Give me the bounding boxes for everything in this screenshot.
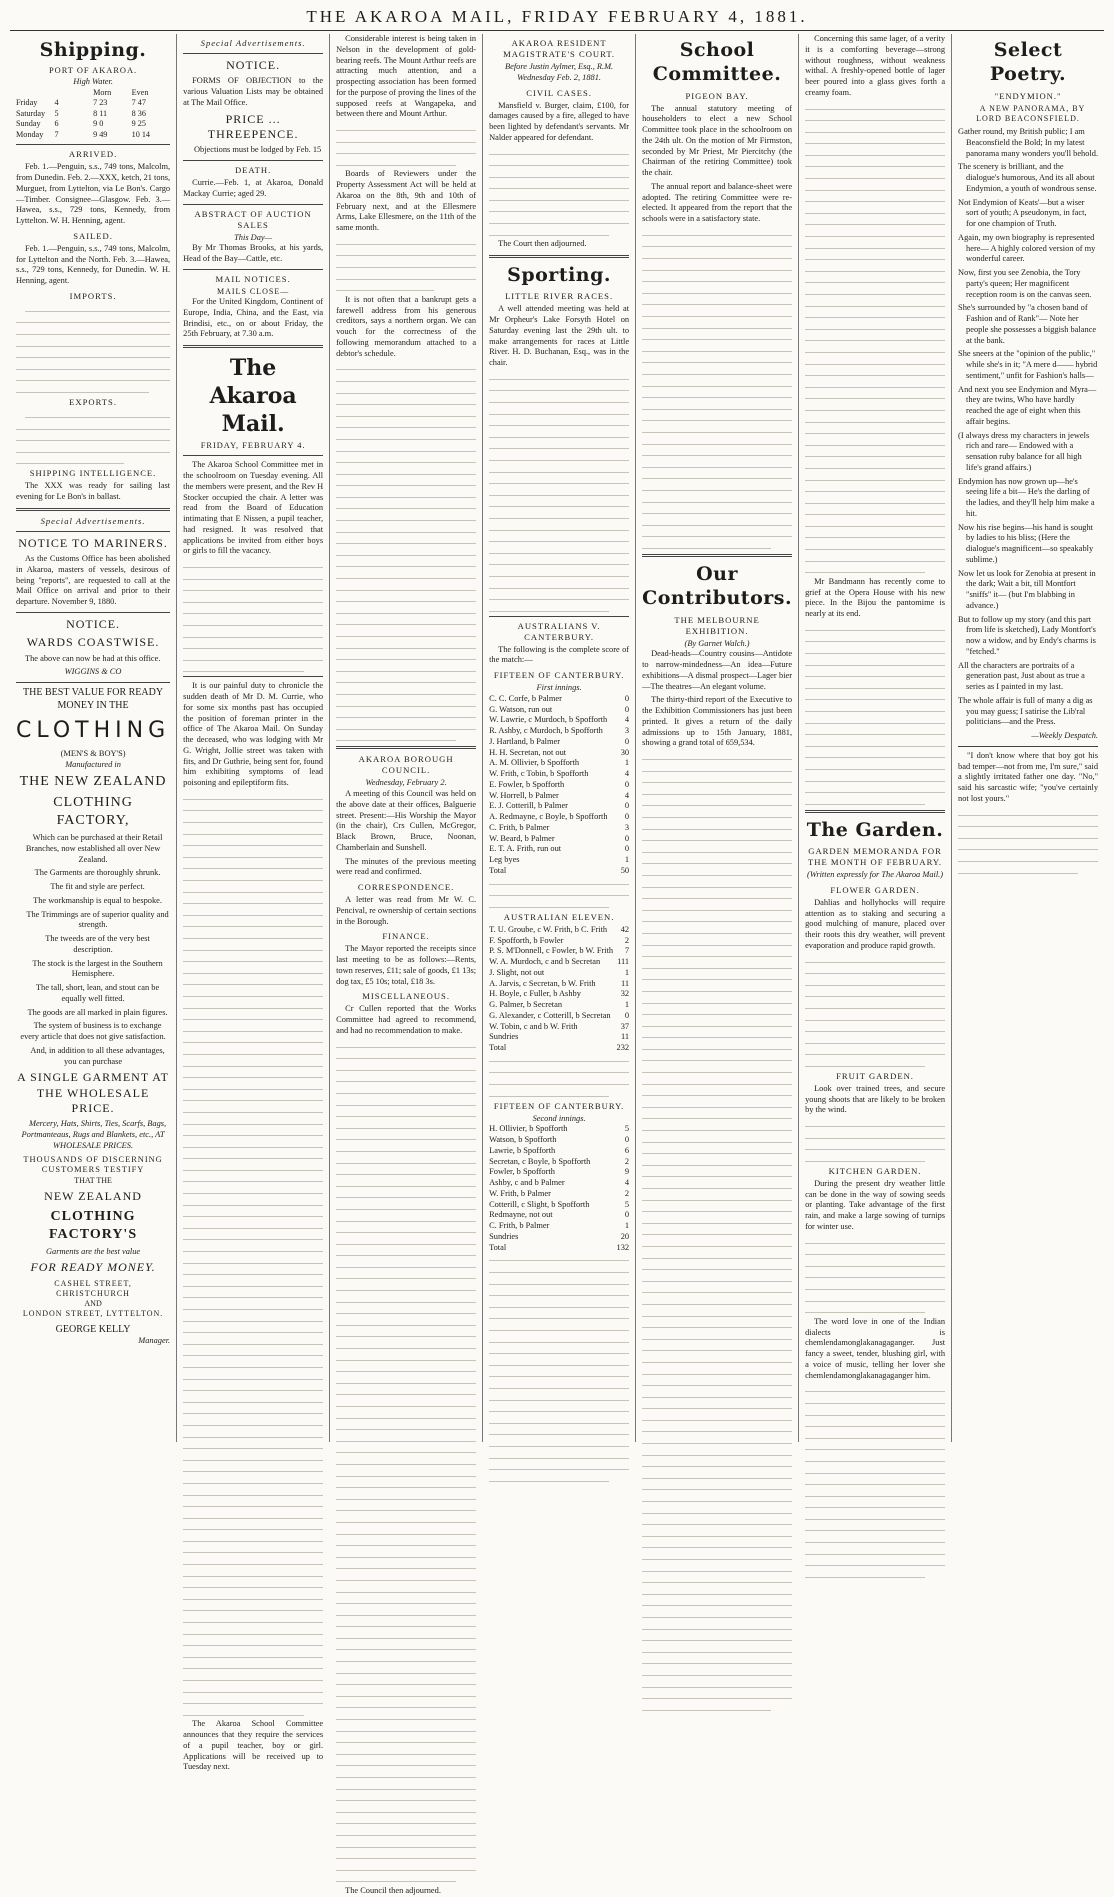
canterbury-first-scores	[489, 694, 629, 855]
point-10: And, in addition to all these advantages, you can purchase	[30, 1045, 165, 1066]
borough-text: A meeting of this Council was held on the above date at their offices, Balguerie street. Present:—His Worship the Mayor (in the chair), Crs Cullen, McGregor, Black Brown, Bruce, Noonan, Chamberlain and Sunshell.	[336, 789, 477, 852]
point-8: The goods are all marked in plain figures.	[27, 1007, 168, 1017]
column-7	[952, 34, 1104, 1442]
single-garment: A SINGLE GARMENT AT THE WHOLESALE PRICE.	[17, 1070, 169, 1116]
misc-text-cont	[336, 1040, 476, 1883]
issue-date: FRIDAY, FEBRUARY 4.	[200, 440, 306, 450]
thousands-text: THOUSANDS OF DISCERNING CUSTOMERS TESTIFY	[23, 1154, 163, 1175]
price-text: PRICE ... THREEPENCE.	[207, 111, 299, 141]
ready-money: FOR READY MONEY.	[30, 1260, 156, 1275]
batting-row: W. Tobin, c and b W. Frith 37	[489, 1021, 630, 1031]
poem-stanza: Gather round, my British public; I am Beaconsfield the Bold; In my latest panorama many wonders you'll behold.	[958, 127, 1099, 158]
court-text: Mansfield v. Burger, claim, £100, for damages caused by a fire, alleged to have been lighted by defendant's servants. Mr Nalder appeared for defendant.	[489, 100, 630, 142]
exports-title: EXPORTS.	[69, 396, 117, 407]
canterbury-second-scores	[489, 1124, 629, 1242]
batting-row: G. Alexander, c Cotterill, b Secretan 0	[489, 1010, 630, 1020]
court-title: AKAROA RESIDENT MAGISTRATE'S COURT.	[503, 38, 616, 59]
col3-lead-1-cont	[336, 123, 476, 166]
point-1: The Garments are thoroughly shrunk.	[34, 868, 161, 878]
arrived-title: ARRIVED.	[68, 149, 118, 160]
batting-row: A. Redmayne, c Boyle, b Spofforth 0	[489, 812, 630, 822]
column-3	[330, 34, 483, 1895]
poem-stanza: The whole affair is full of many a dig as you may guess; I satirise the Lib'ral politicians—and the Press.	[958, 695, 1093, 727]
races-text-cont	[489, 372, 629, 612]
batting-row: W. Frith, b Palmer 2	[489, 1188, 630, 1198]
tide-header-even: Even	[131, 87, 149, 97]
lager-text-cont	[805, 102, 945, 574]
aus-title: AUSTRALIAN ELEVEN.	[503, 911, 615, 922]
poem-stanza: The scenery is brilliant, and the dialogue's humorous, And its all about Endymion, a youth of wondrous sense.	[958, 162, 1097, 193]
adjourned-text: The Council then adjourned.	[345, 1885, 441, 1895]
bowling-analysis-1	[489, 877, 629, 908]
batting-row: A. M. Ollivier, b Spofforth 1	[489, 758, 630, 768]
sailed-title: SAILED.	[73, 230, 113, 241]
exports-text	[16, 410, 170, 464]
london-address: LONDON STREET, LYTTELTON.	[22, 1309, 164, 1319]
point-9: The system of business is to exchange every article that does not give satisfaction.	[20, 1021, 166, 1042]
batting-row: Cotterill, c Slight, b Spofforth 5	[489, 1199, 630, 1209]
batting-row: Sundries 20	[489, 1231, 630, 1241]
closing-cont	[805, 1384, 945, 1578]
batting-row: C. Frith, b Palmer 3	[489, 822, 630, 832]
batting-row: Sundries 11	[489, 1032, 630, 1042]
poem-stanza: (I always dress my characters in jewels rich and rare— Endowed with a sensation ruby balance for all high life's grand affairs.)	[958, 430, 1090, 472]
cricket-intro: The following is the complete score of the match:—	[489, 644, 630, 665]
poem-source: —Weekly Despatch.	[1031, 731, 1099, 741]
page-masthead: THE AKAROA MAIL, FRIDAY FEBRUARY 4, 1881.	[10, 4, 1104, 31]
lager-text: Concerning this same lager, of a verity it is a comforting beverage—strong without roughness, without weakness withal. A freshly-opened bottle of lager beer poured into a glass gives forth a creamy foam.	[805, 34, 946, 97]
forms-text: FORMS OF OBJECTION to the various Valuation Lists may be obtained at The Mail Office.	[183, 76, 324, 107]
column-1	[10, 34, 177, 1442]
nz-title: THE NEW ZEALAND	[19, 774, 167, 790]
column-2	[177, 34, 330, 1772]
theatre-text-cont	[805, 623, 945, 805]
batting-row: E. T. A. Frith, run out 0	[489, 844, 630, 854]
batting-row: W. Lawrie, c Murdoch, b Spofforth 4	[489, 715, 630, 725]
garments-best: Garments are the best value	[46, 1246, 141, 1256]
cashel-address: CASHEL STREET, CHRISTCHURCH	[54, 1278, 132, 1298]
batting-row: W. A. Murdoch, c and b Secretan 111	[489, 957, 630, 967]
notice-heading: NOTICE.	[226, 58, 281, 72]
imports-text	[16, 304, 170, 393]
intel-title: SHIPPING INTELLIGENCE.	[29, 468, 157, 479]
column-4	[483, 34, 636, 1442]
poem-stanza: Endymion has now grown up—he's seeing life a bit— He's the darling of the ladies, and they'll help him make a hit.	[958, 476, 1095, 518]
wards-text: The above can now be had at this office.	[25, 653, 161, 663]
melbourne-title: THE MELBOURNE EXHIBITION.	[674, 614, 760, 636]
first-innings-label: First innings.	[536, 683, 582, 693]
cricket-title: AUSTRALIANS V. CANTERBURY.	[517, 620, 601, 642]
intel-text: The XXX was ready for sailing last evening for Le Bon's in ballast.	[16, 481, 171, 502]
batting-row: Lawrie, b Spofforth 6	[489, 1145, 630, 1155]
batting-row: J. Slight, not out 1	[489, 967, 630, 977]
batting-row: E. Fowler, b Spofforth 0	[489, 779, 630, 789]
lead-article-3: The Akaroa School Committee announces that they require the services of a pupil teacher, boy or girl. Applications will be received up to Tuesday next.	[183, 1719, 324, 1772]
correspondence-title: CORRESPONDENCE.	[357, 882, 455, 893]
kelly-name: GEORGE KELLY	[55, 1323, 131, 1335]
aus-total: Total 232	[489, 1043, 630, 1053]
akaroa-mail-masthead: The Akaroa Mail.	[209, 355, 297, 438]
mails-text: For the United Kingdom, Continent of Europe, India, China, and the East, via Brindisi, etc., on or about Friday, the 25th February, at 7.30 a.m.	[183, 297, 324, 339]
mens-boys: (MEN'S & BOY'S)	[60, 748, 126, 758]
melbourne-text: The thirty-third report of the Executive to the Exhibition Commissioners has just been printed. It gives a return of the daily admissions up to 15th January, 1881, showing a grand total of 659,534.	[642, 695, 793, 748]
second-innings-label: Second innings.	[532, 1113, 586, 1123]
batting-row: W. Horrell, b Palmer 4	[489, 790, 630, 800]
objections-text: Objections must be lodged by Feb. 15	[193, 145, 322, 155]
point-2: The fit and style are perfect.	[50, 882, 145, 892]
point-4: The Trimmings are of superior quality and strength.	[26, 909, 169, 930]
tide-header-morn: Morn	[93, 87, 112, 97]
batting-row: J. Hartland, b Palmer 0	[489, 736, 630, 746]
col3-lead-3: It is not often that a bankrupt gets a farewell address from his generous creditors, says a northern organ. We can vouch for the correctness of the following memorandum attached to a debtor's schedule.	[336, 294, 477, 358]
point-5: The tweeds are of the very best description.	[45, 934, 150, 954]
kitchen-garden-cont	[805, 1236, 945, 1314]
batting-row: E. J. Cotterill, b Palmer 0	[489, 801, 630, 811]
minutes-text: The minutes of the previous meeting were read and confirmed.	[336, 856, 477, 877]
bowling-analysis-2	[489, 1054, 629, 1097]
borough-date: Wednesday, February 2.	[365, 778, 447, 788]
wiggins-signature: WIGGINS & CO	[64, 667, 122, 677]
fruit-garden-text: Look over trained trees, and secure young shoots that are likely to be broken by the wind.	[805, 1083, 946, 1115]
auction-text: By Mr Thomas Brooks, at his yards, Head of the Bay—Cattle, etc.	[183, 243, 324, 264]
lead-article-1-cont	[183, 560, 323, 672]
batting-row: G. Watson, run out 0	[489, 704, 630, 714]
column-5	[636, 34, 799, 1442]
correspondence-text: A letter was read from Mr W. C. Pencival, re ownership of certain sections in the Borough.	[336, 895, 477, 926]
batting-row: G. Palmer, b Secretan 1	[489, 1000, 630, 1010]
batting-row: H. H. Secretan, not out 30	[489, 747, 630, 757]
races-text: A well attended meeting was held at Mr Orpheur's Lake Forsyth Hotel on Saturday evening last the 29th ult. to make arrangements for races at Little River. H. D. Buchanan, Esq., was in the chair.	[489, 304, 630, 368]
and-text: AND	[84, 1299, 102, 1309]
column-6	[799, 34, 952, 1442]
death-title: DEATH.	[234, 165, 272, 176]
aus-scores	[489, 925, 629, 1043]
death-text: Currie.—Feb. 1, at Akaroa, Donald Mackay Currie; aged 29.	[183, 178, 324, 198]
clothing-title: CLOTHING	[16, 717, 171, 743]
select-poetry-heading: Select Poetry.	[989, 39, 1067, 86]
batting-row: Secretan, c Boyle, b Spofforth 2	[489, 1156, 630, 1166]
batting-row: P. S. M'Donnell, c Fowler, b W. Frith 7	[489, 946, 630, 956]
factory-text: Which can be purchased at their Retail Branches, now established all over New Zealand.	[25, 833, 163, 864]
closing-anecdote-cont	[958, 808, 1098, 874]
garden-note: (Written expressly for The Akaroa Mail.)	[807, 870, 944, 880]
lead-article-2-cont	[183, 792, 323, 1716]
garden-title: GARDEN MEMORANDA FOR THE MONTH OF FEBRUARY.	[808, 846, 943, 868]
factorys-title: CLOTHING FACTORY'S	[49, 1208, 138, 1242]
factory-title: CLOTHING FACTORY,	[53, 795, 133, 829]
kitchen-garden-title: KITCHEN GARDEN.	[828, 1165, 922, 1176]
poem-stanza: Again, my own biography is represented here— A highly colored version of my wonderful career.	[958, 232, 1096, 264]
poem-stanza: Now, first you see Zenobia, the Tory party's queen; Her magnificent reception room is on the canvas seen.	[958, 268, 1092, 299]
batting-row: A. Jarvis, c Secretan, b W. Frith 11	[489, 978, 630, 988]
school-committee-heading: School Committee.	[652, 39, 782, 86]
batting-row: Watson, b Spofforth 0	[489, 1135, 630, 1145]
poem-stanza: She sneers at the "opinion of the public," while she's in it; "A mere d—— hybrid sentiment," unfit for Fashion's halls—	[958, 349, 1098, 380]
court-date: Wednesday Feb. 2, 1881.	[517, 72, 602, 82]
lead-article-2: It is our painful duty to chronicle the sudden death of Mr D. M. Currie, who for some six months past has occupied the position of foreman printer in the office of The Akaroa Mail. On Sunday the deceased, who was lodging with Mr G. Wright, Jollie street was taken with fits, and Dr Guthrie, being sent for, found him exhibiting symptoms of lead poisoning and epileptiform fits.	[183, 681, 324, 788]
fifteen-title: FIFTEEN OF CANTERBURY.	[493, 670, 625, 681]
col3-lead-2: Boards of Reviewers under the Property Assessment Act will be held at Akaroa on the 8th, 9th and 10th of February next, and at the Ellesmere Arms, Lake Ellesmere, on the 11th of the same month.	[336, 169, 477, 233]
high-water-label: High Water.	[73, 77, 113, 87]
batting-row: Redmayne, not out 0	[489, 1210, 630, 1220]
flower-garden-title: FLOWER GARDEN.	[830, 884, 920, 895]
flower-garden-text: Dahlias and hollyhocks will require attention as to staking and securing a good mulching of manure, placed over their roots this dry weather, will prevent evaporation and produce rapid growth.	[805, 897, 946, 950]
special-ads-title: Special Advertisements.	[40, 515, 146, 526]
batting-row: Ashby, c and b Palmer 4	[489, 1178, 630, 1188]
notice-mariners-title: NOTICE TO MARINERS.	[18, 535, 168, 550]
borough-title: AKAROA BOROUGH COUNCIL.	[358, 754, 454, 776]
columns	[10, 34, 1104, 1895]
poem-stanza: All the characters are portraits of a generation past, Just about as true a series as I painted in my last.	[958, 660, 1085, 692]
contributors-heading: Our Contributors.	[642, 562, 793, 610]
port-title: PORT OF AKAROA.	[49, 66, 138, 76]
batting-row: R. Ashby, c Murdoch, b Spofforth 3	[489, 726, 630, 736]
pigeon-bay-title: PIGEON BAY.	[685, 90, 749, 101]
misc-text: Cr Cullen reported that the Works Committee had agreed to recommend, and had no recommendation to make.	[336, 1004, 477, 1035]
best-value: THE BEST VALUE FOR READY MONEY IN THE	[23, 687, 164, 711]
pigeon-text-2: The annual report and balance-sheet were adopted. The retiring Committee were re-elected. It appeared from the report that the schools were in a satisfactory state.	[642, 181, 793, 224]
point-3: The workmanship is equal to bespoke.	[33, 895, 162, 905]
poem-stanza: She's surrounded by "a chosen band of Fashion and of Rank"— Note her people she possesses a biggish balance at the bank.	[958, 303, 1097, 345]
special-ads-title-2: Special Advertisements.	[200, 38, 306, 48]
second-title: FIFTEEN OF CANTERBURY.	[493, 1100, 625, 1111]
fruit-garden-title: FRUIT GARDEN.	[836, 1070, 914, 1081]
notice-title: NOTICE.	[66, 616, 121, 631]
point-7: The tall, short, lean, and stout can be equally well fitted.	[35, 983, 160, 1003]
poem-stanzas	[958, 127, 1098, 728]
civil-cases-title: CIVIL CASES.	[526, 87, 592, 98]
court-before: Before Justin Aylmer, Esq., R.M.	[505, 62, 614, 71]
batting-row: W. Frith, c Tobin, b Spofforth 4	[489, 769, 630, 779]
melbourne-byline: (By Garnet Walch.)	[684, 638, 750, 648]
arrived-text: Feb. 1.—Penguin, s.s., 749 tons, Malcolm, from Dunedin. Feb. 2.—XXX, ketch, 21 tons, Murguet, from Lyttelton, via Le Bon's. Cargo—Timber. Consignee—Glasgow. Feb. 3.—Hawea, s.s., 729 tons, Kennedy, from Lyttelton. W. H. Henning, agent.	[16, 162, 171, 226]
batting-row: H. Boyle, c Fuller, b Ashby 32	[489, 989, 630, 999]
batting-row: H. Ollivier, b Spofforth 5	[489, 1124, 630, 1134]
col3-lead-3-cont	[336, 362, 476, 741]
col3-lead-1: Considerable interest is being taken in Nelson in the development of gold-bearing reefs. The Mount Arthur reefs are attracting much attention, and a prospecting association has been formed for the purpose of proving the lines of the supposed reefs at Wangapeka, and between there and Mount Arthur.	[336, 34, 477, 119]
fruit-garden-cont	[805, 1119, 945, 1162]
finance-title: FINANCE.	[382, 931, 430, 942]
shipping-heading: Shipping.	[39, 39, 147, 61]
closing-anecdote: "I don't know where that boy got his bad temper—not from me, I'm sure," said a slightly irritated father one day. "No," said his sarcastic wife; "you've certainly not lost yours."	[958, 750, 1099, 803]
notice-mariners-text: As the Customs Office has been abolished in Akaroa, masters of vessels, desirous of being "reports", are requested to call at the Mail Office on arrival and prior to their departure. November 9, 1880.	[16, 554, 171, 607]
batting-row: W. Beard, b Palmer 0	[489, 833, 630, 843]
batting-row: F. Spofforth, b Fowler 2	[489, 935, 630, 945]
poem-byline: A NEW PANORAMA, BY LORD BEACONSFIELD.	[976, 103, 1086, 123]
poem-title: "ENDYMION."	[994, 90, 1062, 101]
theatre-text: Mr Bandmann has recently come to grief at the Opera House with his new piece. In the Bijou the pantomime is nearly at its end.	[805, 576, 946, 619]
indian-love-text: The word love in one of the Indian dialects is chemlendamonglakanagaganger. Just fancy a sweet, tender, blushing girl, with a voice of music, telling her lover she chemlendamonglakanagaganger him.	[805, 1316, 946, 1380]
mail-notices-title: MAIL NOTICES.	[215, 273, 291, 284]
poem-stanza: Now his rise begins—his hand is sought by ladies to his bliss; (Here the dialogue's magnificent—so speakably sublime.)	[958, 522, 1094, 564]
poem-stanza: But to follow up my story (and this part from life is sketched), Lady Montfort's now a widow, and by Endy's charms is "fetched."	[958, 614, 1096, 656]
races-title: LITTLE RIVER RACES.	[505, 291, 614, 302]
misc-title: MISCELLANEOUS.	[362, 991, 450, 1002]
leg-byes: Leg byes 1	[489, 855, 630, 865]
garden-heading: The Garden.	[806, 818, 944, 841]
poem-stanza: Now let us look for Zenobia at present in the dark; Wait a bit, till Montfort "sniffs" it— (but I'm blabbing in advance.)	[958, 568, 1096, 610]
poem-stanza: And next you see Endymion and Myra—they are twins, Who have hardly reached the age of eight when this affair begins.	[958, 384, 1097, 426]
batting-row: Fowler, b Spofforth 9	[489, 1167, 630, 1177]
bowling-analysis-3	[489, 1253, 629, 1481]
canterbury-first-total: Total 50	[489, 865, 630, 875]
batting-row: C. Frith, b Palmer 1	[489, 1221, 630, 1231]
pigeon-text: The annual statutory meeting of householders to elect a new School Committee took place in the schoolroom on the 24th ult. On the motion of Mr Firmston, seconded by Mr Priest, Mr Piercitchy (the Chairman of the retiring Committee) took the chair.	[642, 103, 793, 178]
pigeon-text-cont	[642, 228, 792, 549]
kitchen-garden-text: During the present dry weather little can be done in the way of sowing seeds or planting. Take advantage of the first rain, and make a large sowing of turnips for winter use.	[805, 1178, 946, 1231]
finance-text: The Mayor reported the receipts since last meeting to be as follows:—Rents, town reserves, £11; sale of goods, £1 13s; dog tax, £5 10s; total, £18 3s.	[336, 944, 477, 986]
imports-title: IMPORTS.	[69, 290, 117, 301]
canterbury-second-total: Total 132	[489, 1242, 630, 1252]
lead-article-1: The Akaroa School Committee met in the schoolroom on Tuesday evening. All the members were present, and the Rev H Stocker occupied the chair. A letter was read from the Board of Education intimating that E Nissen, a pupil teacher, had resigned. It was resolved that applications be invited from either boys or girls to fill the vacancy.	[183, 460, 324, 556]
manufactured-in: Manufactured in	[65, 759, 121, 769]
batting-row: C. C. Corfe, b Palmer 0	[489, 693, 630, 703]
mercery-text: Mercery, Hats, Shirts, Ties, Scarfs, Bags, Portmanteaus, Rugs and Blankets, etc., AT WHOLESALE PRICES.	[21, 1119, 167, 1150]
point-6: The stock is the largest in the Southern Hemisphere.	[32, 958, 163, 979]
melbourne-summary: Dead-heads—Country cousins—Antidote to narrow-mindedness—An idea—Future exhibitions—A dismal prospect—Lager bier—The theatres—An elegant volume.	[642, 649, 793, 691]
batting-row: T. U. Groube, c W. Frith, b C. Frith 42	[489, 924, 630, 934]
sporting-heading: Sporting.	[507, 264, 612, 286]
sailed-text: Feb. 1.—Penguin, s.s., 749 tons, Malcolm, for Lyttelton and the North. Feb. 3.—Hawea, s.s., 729 tons, Kennedy, for Dunedin. W. H. Henning, agent.	[16, 243, 171, 286]
flower-garden-cont	[805, 955, 945, 1067]
poem-stanza: Not Endymion of Keats'—but a wiser sort of youth; A pseudonym, in fact, for one champion of Truth.	[958, 197, 1087, 229]
nz2-title: NEW ZEALAND	[44, 1189, 142, 1204]
tide-table: Morn Even Friday 4 7 23 7 47 Saturday 5 8 11 8 36 Sunday 6 9 0 9 25 Monday 7 9 49 10 14	[16, 88, 170, 141]
wards-title: WARDS COASTWISE.	[26, 635, 160, 650]
auction-title: ABSTRACT OF AUCTION SALES	[194, 208, 312, 230]
court-text-cont	[489, 147, 629, 236]
col3-lead-2-cont	[336, 237, 476, 291]
this-day-label: This Day—	[234, 232, 273, 242]
mails-close: MAILS CLOSE—	[217, 286, 290, 296]
that-the: THAT THE	[74, 1176, 112, 1186]
melbourne-text-cont	[642, 752, 792, 1711]
manager-label: Manager.	[138, 1336, 171, 1346]
court-close: The Court then adjourned.	[498, 239, 587, 249]
